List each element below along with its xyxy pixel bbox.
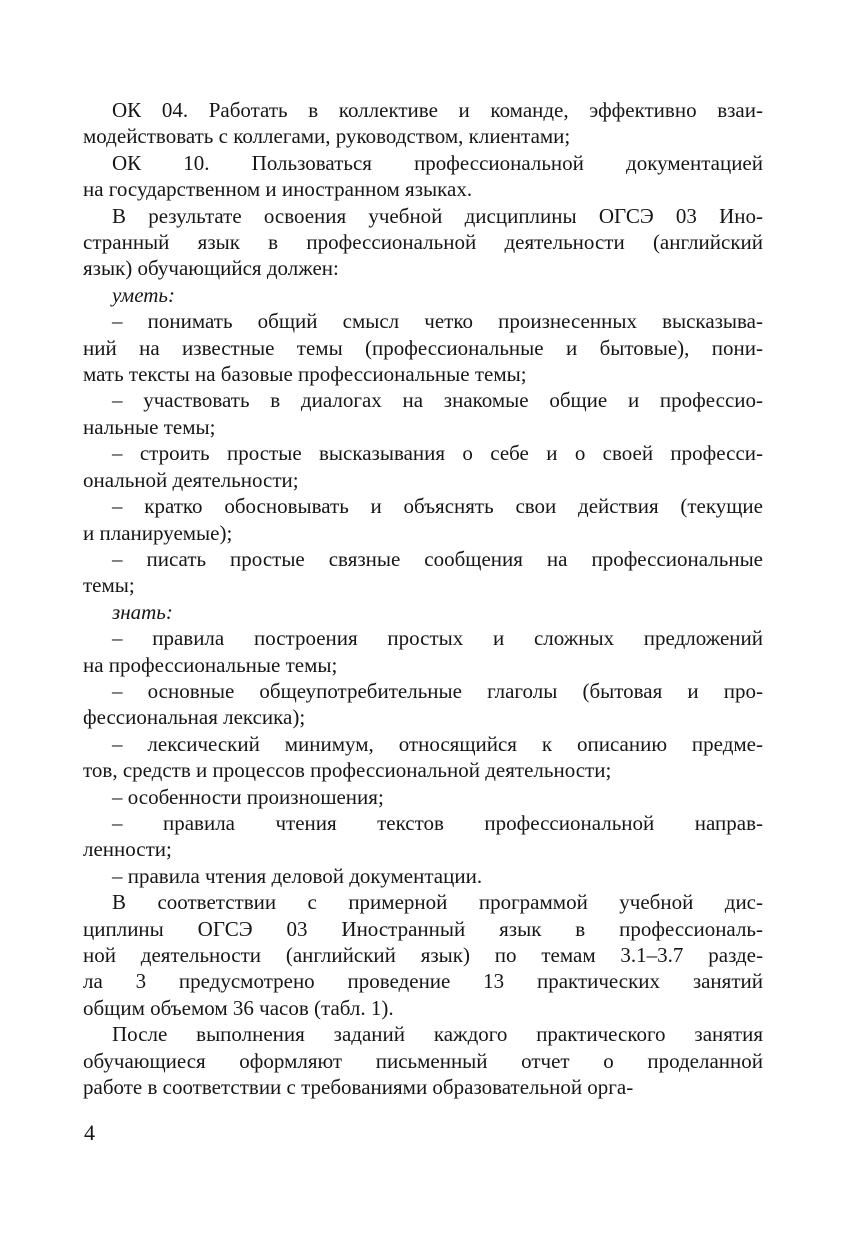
text-line: ний на известные темы (профессиональные и бытовые), пони-: [83, 335, 763, 360]
paragraph: [83, 546, 763, 599]
text-line: странный язык в профессиональной деятельности (английский: [83, 230, 763, 255]
paragraph: [83, 599, 763, 625]
text-line: и планируемые);: [83, 520, 233, 545]
text-line: – писать простые связные сообщения на профессиональные: [112, 546, 763, 571]
text-line: циплины ОГСЭ 03 Иностранный язык в профессиональ-: [83, 916, 763, 941]
paragraph: [83, 625, 763, 678]
text-line: фессиональная лексика);: [83, 705, 306, 730]
text-line: на профессиональные темы;: [83, 652, 338, 677]
paragraph: [83, 810, 763, 863]
text-line: на государственном и иностранном языках.: [83, 177, 473, 202]
text-line: мать тексты на базовые профессиональные темы;: [83, 362, 527, 387]
text-line: – правила чтения текстов профессиональной направ-: [112, 810, 763, 835]
text-line: темы;: [83, 573, 135, 598]
paragraph: [83, 150, 763, 203]
text-line: – правила чтения деловой документации.: [112, 863, 483, 888]
text-line: После выполнения заданий каждого практического занятия: [112, 1022, 763, 1047]
text-line: – строить простые высказывания о себе и о своей професси-: [112, 441, 763, 466]
paragraph: [83, 97, 763, 150]
text-line: – основные общеупотребительные глаголы (бытовая и про-: [112, 678, 763, 703]
paragraph: [83, 308, 763, 387]
text-line: знать:: [112, 599, 173, 624]
paragraph: [83, 731, 763, 784]
text-line: ла 3 предусмотрено проведение 13 практических занятий: [83, 969, 763, 994]
paragraph: [83, 440, 763, 493]
page-number: 4: [84, 1120, 95, 1145]
text-line: – участвовать в диалогах на знакомые общие и профессио-: [112, 388, 763, 413]
text-line: тов, средств и процессов профессиональной деятельности;: [83, 758, 612, 783]
paragraph: [83, 863, 763, 889]
text-line: ОК 10. Пользоваться профессиональной документацией: [112, 150, 763, 175]
text-line: – кратко обосновывать и объяснять свои действия (текущие: [112, 494, 763, 519]
text-line: общим объемом 36 часов (табл. 1).: [83, 995, 394, 1020]
paragraph: [83, 493, 763, 546]
text-line: – понимать общий смысл четко произнесенных высказыва-: [112, 309, 763, 334]
paragraph: [83, 282, 763, 308]
paragraph: [83, 678, 763, 731]
paragraph: [83, 203, 763, 282]
text-line: работе в соответствии с требованиями образовательной орга-: [83, 1075, 634, 1100]
page-text: [83, 97, 763, 1100]
paragraph: [83, 1021, 763, 1100]
text-line: уметь:: [112, 282, 175, 307]
text-line: – особенности произношения;: [112, 784, 384, 809]
paragraph: [83, 784, 763, 810]
text-line: язык) обучающийся должен:: [83, 256, 339, 281]
text-line: – лексический минимум, относящийся к описанию предме-: [112, 731, 763, 756]
paragraph: [83, 387, 763, 440]
text-line: В соответствии с примерной программой учебной дис-: [112, 890, 763, 915]
text-line: обучающиеся оформляют письменный отчет о проделанной: [83, 1048, 763, 1073]
text-line: нальные темы;: [83, 414, 216, 439]
paragraph: [83, 889, 763, 1021]
text-line: модействовать с коллегами, руководством, клиентами;: [83, 124, 571, 149]
text-line: ной деятельности (английский язык) по темам 3.1–3.7 разде-: [83, 943, 763, 967]
text-line: ОК 04. Работать в коллективе и команде, эффективно взаи-: [112, 98, 763, 122]
text-line: ленности;: [83, 837, 172, 862]
text-line: В результате освоения учебной дисциплины ОГСЭ 03 Ино-: [112, 203, 763, 228]
text-line: ональной деятельности;: [83, 467, 299, 492]
text-line: – правила построения простых и сложных предложений: [112, 626, 763, 651]
